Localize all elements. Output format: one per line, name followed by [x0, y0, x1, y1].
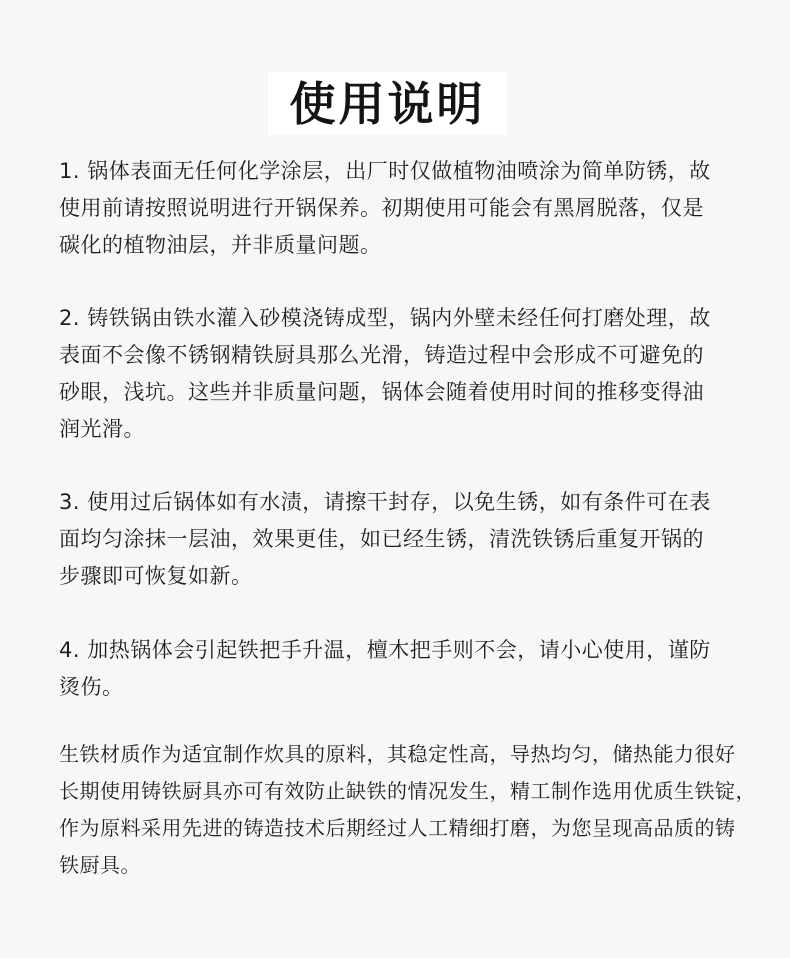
text-line: 碳化的植物油层，并非质量问题。: [59, 233, 382, 257]
text-line: 作为原料采用先进的铸造技术后期经过人工精细打磨，为您呈现高品质的铸: [59, 816, 736, 840]
text-line: 烫伤。: [59, 675, 124, 699]
instruction-4: [59, 632, 749, 706]
text-line: 砂眼，浅坑。这些并非质量问题，锅体会随着使用时间的推移变得油: [59, 380, 704, 404]
text-line: 润光滑。: [59, 417, 145, 441]
text-line: 铁厨具。: [59, 853, 141, 877]
text-line: 生铁材质作为适宜制作炊具的原料，其稳定性高，导热均匀，储热能力很好: [59, 742, 736, 766]
title-box: [268, 72, 507, 135]
text-line: 使用前请按照说明进行开锅保养。初期使用可能会有黑屑脱落，仅是: [59, 196, 704, 220]
text-line: 表面不会像不锈钢精铁厨具那么光滑，铸造过程中会形成不可避免的: [59, 343, 704, 367]
text-line: 2. 铸铁锅由铁水灌入砂模浇铸成型，锅内外壁未经任何打磨处理，故: [59, 306, 711, 330]
text-line: 1. 锅体表面无任何化学涂层，出厂时仅做植物油喷涂为简单防锈，故: [59, 159, 711, 183]
instruction-2: [59, 300, 749, 448]
text-line: 4. 加热锅体会引起铁把手升温，檀木把手则不会，请小心使用，谨防: [59, 638, 711, 662]
page-title: 使用说明: [289, 76, 486, 131]
text-line: 步骤即可恢复如新。: [59, 564, 253, 588]
instruction-3: [59, 484, 749, 595]
text-line: 3. 使用过后锅体如有水渍，请擦干封存，以免生锈，如有条件可在表: [59, 490, 711, 514]
instruction-1: [59, 153, 749, 264]
material-description: [59, 736, 756, 884]
text-line: 面均匀涂抹一层油，效果更佳，如已经生锈，清洗铁锈后重复开锅的: [59, 527, 704, 551]
text-line: 长期使用铸铁厨具亦可有效防止缺铁的情况发生，精工制作选用优质生铁锭，: [59, 779, 756, 803]
